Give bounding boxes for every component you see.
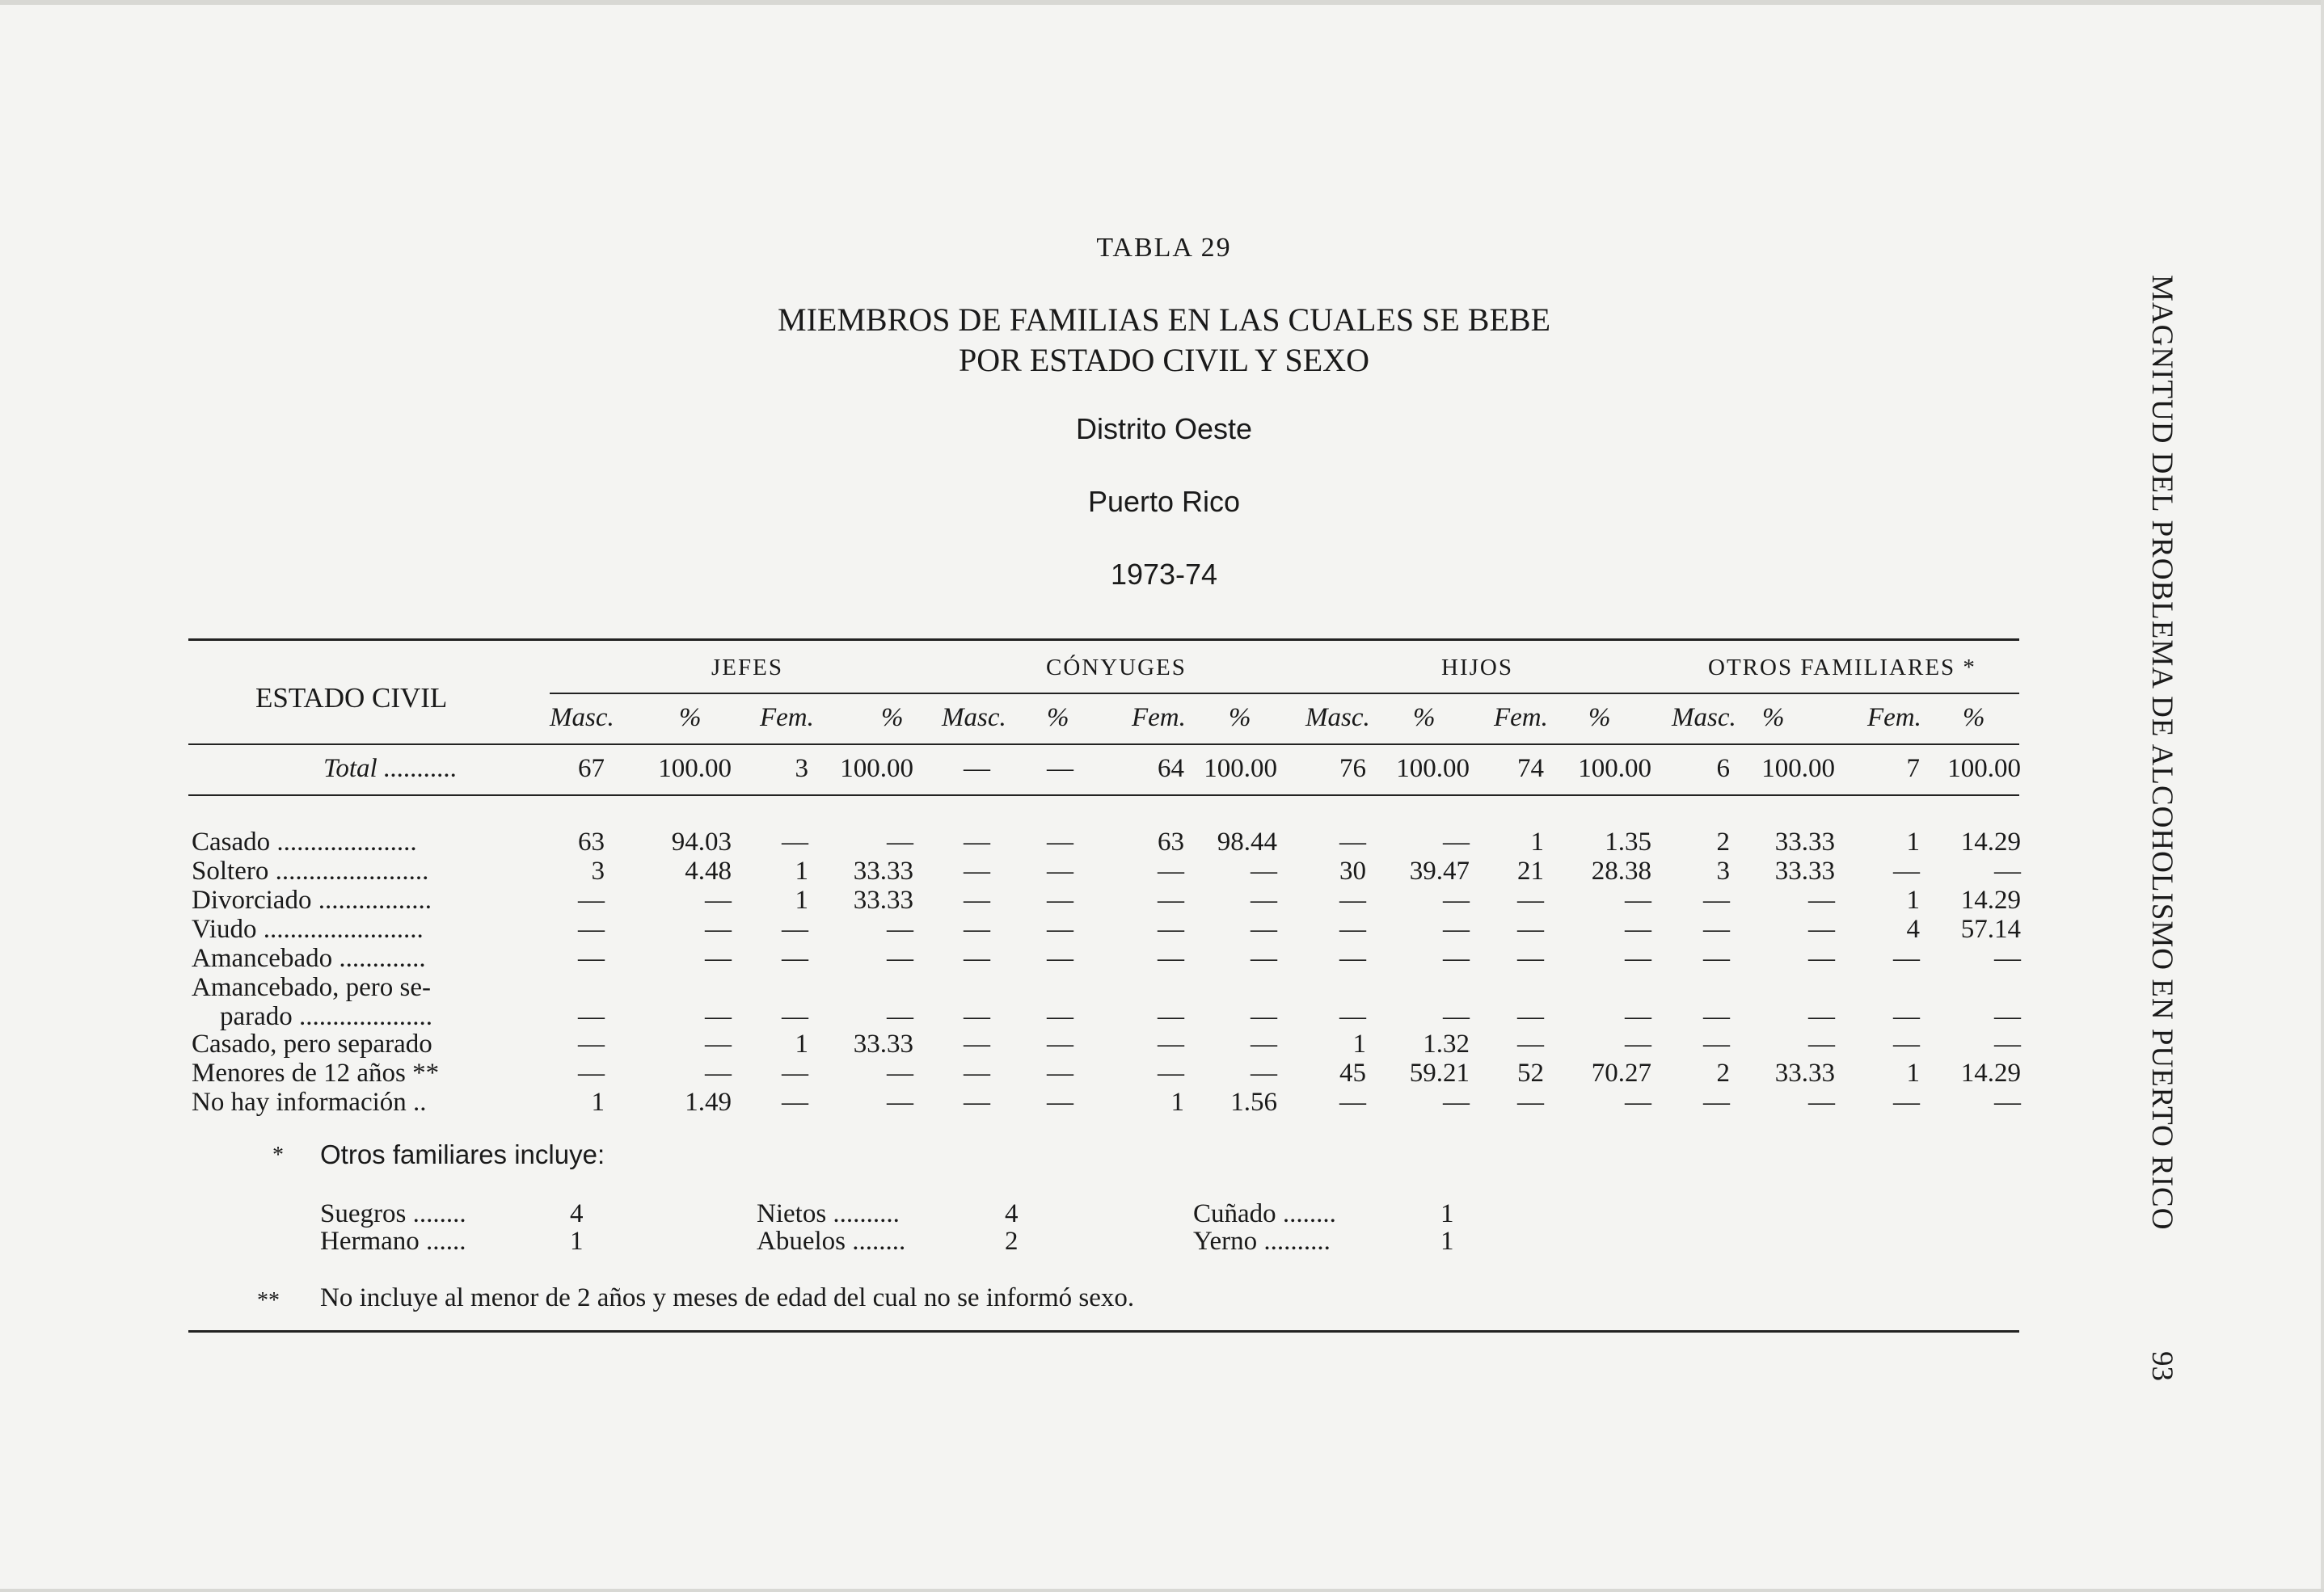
table-cell: — [1625, 915, 1651, 944]
table-cell: — [1517, 915, 1544, 944]
table-cell: — [1994, 944, 2021, 973]
footnote-item-label: Abuelos ........ [757, 1227, 906, 1256]
table-cell: — [782, 828, 808, 857]
table-cell: — [1703, 886, 1730, 915]
table-cell: — [1251, 886, 1277, 915]
table-cell: — [1893, 1088, 1920, 1117]
table-cell: — [1158, 857, 1184, 886]
table-cell: 52 [1517, 1059, 1544, 1088]
table-cell: — [964, 1088, 990, 1117]
table-cell: — [578, 1030, 605, 1059]
table-cell: — [964, 886, 990, 915]
table-cell: 33.33 [853, 857, 913, 886]
table-cell: — [964, 1002, 990, 1031]
table-cell: — [1517, 1030, 1544, 1059]
footnote-mark-1: * [272, 1143, 284, 1168]
footnote-item-value: 1 [570, 1227, 584, 1256]
footnote-item-label: Yerno .......... [1193, 1227, 1331, 1256]
table-cell: — [1994, 1088, 2021, 1117]
table-cell: 30 [1339, 857, 1366, 886]
table-cell: 1.32 [1423, 1030, 1470, 1059]
table-cell: 21 [1517, 857, 1544, 886]
table-cell: — [1703, 1030, 1730, 1059]
table-cell: — [1158, 1030, 1184, 1059]
table-cell: 1 [1906, 828, 1920, 857]
table-cell: — [1893, 1030, 1920, 1059]
table-cell: — [1443, 944, 1470, 973]
table-cell: — [1517, 944, 1544, 973]
table-cell: — [1047, 857, 1073, 886]
table-cell: — [1994, 1002, 2021, 1031]
table-cell: — [887, 1002, 913, 1031]
table-cell: — [1703, 944, 1730, 973]
group-header-rule [550, 693, 2019, 694]
table-cell: — [705, 1059, 732, 1088]
column-subheader: Fem. [1494, 703, 1548, 732]
table-cell: — [1158, 915, 1184, 944]
footnote-item-label: Suegros ........ [320, 1199, 466, 1228]
table-cell: — [1251, 944, 1277, 973]
table-cell: — [887, 828, 913, 857]
total-cell: 100.00 [1396, 754, 1470, 783]
table-cell: — [1047, 915, 1073, 944]
table-cell: — [1703, 915, 1730, 944]
column-subheader: Fem. [760, 703, 814, 732]
table-cell: — [1047, 1002, 1073, 1031]
table-cell: — [1808, 1088, 1835, 1117]
group-header-otros-familiares: OTROS FAMILIARES * [1708, 655, 1976, 680]
table-cell: 98.44 [1217, 828, 1277, 857]
table-cell: — [782, 1059, 808, 1088]
table-cell: — [964, 1030, 990, 1059]
footnote-item-value: 4 [1005, 1199, 1019, 1228]
table-cell: 1 [1530, 828, 1544, 857]
table-cell: 2 [1716, 1059, 1730, 1088]
page-edge-right [2321, 0, 2324, 1592]
footnote-item-value: 4 [570, 1199, 584, 1228]
total-cell: 100.00 [1761, 754, 1835, 783]
table-cell: — [1808, 1002, 1835, 1031]
group-header-jefes: JEFES [711, 655, 783, 680]
column-subheader: Masc. [1305, 703, 1370, 732]
column-subheader: % [881, 703, 904, 732]
total-cell: 6 [1716, 754, 1730, 783]
footnote-item-label: Cuñado ........ [1193, 1199, 1336, 1228]
table-cell: 33.33 [1774, 828, 1835, 857]
page-edge-top [0, 0, 2324, 5]
column-subheader: % [1229, 703, 1251, 732]
table-cell: 63 [1158, 828, 1184, 857]
table-cell: — [1443, 1088, 1470, 1117]
total-cell: 7 [1906, 754, 1920, 783]
table-cell: — [1047, 1030, 1073, 1059]
footnote-item-value: 1 [1440, 1227, 1454, 1256]
table-cell: — [1047, 886, 1073, 915]
table-cell: — [1339, 1002, 1366, 1031]
table-cell: — [578, 1002, 605, 1031]
table-cell: — [1158, 944, 1184, 973]
table-title-line1: MIEMBROS DE FAMILIAS EN LAS CUALES SE BEBE [778, 301, 1550, 338]
table-cell: — [1893, 857, 1920, 886]
table-cell: 94.03 [671, 828, 732, 857]
table-top-rule [188, 638, 2019, 641]
table-cell: — [964, 944, 990, 973]
table-cell: 28.38 [1591, 857, 1651, 886]
total-row-label: Total ........... [323, 754, 458, 783]
table-cell: — [1808, 944, 1835, 973]
table-cell: 63 [578, 828, 605, 857]
table-cell: 33.33 [853, 1030, 913, 1059]
table-cell: — [1893, 944, 1920, 973]
table-cell: 1.35 [1605, 828, 1651, 857]
row-label: Casado, pero separado [192, 1030, 432, 1059]
table-cell: — [1625, 1088, 1651, 1117]
table-cell: — [705, 944, 732, 973]
table-cell: 33.33 [853, 886, 913, 915]
column-subheader: % [1413, 703, 1436, 732]
column-subheader: % [1963, 703, 1985, 732]
table-cell: — [1625, 886, 1651, 915]
table-cell: — [1339, 828, 1366, 857]
table-cell: — [887, 1088, 913, 1117]
table-cell: — [964, 915, 990, 944]
total-cell: 64 [1158, 754, 1184, 783]
table-cell: — [1251, 1002, 1277, 1031]
total-cell: — [1047, 754, 1073, 783]
table-cell: — [1517, 886, 1544, 915]
table-cell: — [964, 1059, 990, 1088]
table-cell: — [1158, 886, 1184, 915]
table-cell: — [1893, 1002, 1920, 1031]
table-cell: — [1047, 944, 1073, 973]
group-header-conyuges: CÓNYUGES [1046, 655, 1187, 680]
running-title: MAGNITUD DEL PROBLEMA DE ALCOHOLISMO EN PUERTO RICO [2145, 275, 2178, 1231]
table-cell: — [1443, 915, 1470, 944]
total-cell: 74 [1517, 754, 1544, 783]
table-cell: — [782, 1088, 808, 1117]
footnote-item-value: 1 [1440, 1199, 1454, 1228]
page-number: 93 [2145, 1351, 2178, 1381]
table-cell: 1 [1906, 886, 1920, 915]
table-cell: — [578, 886, 605, 915]
table-cell: 1 [591, 1088, 605, 1117]
table-cell: 33.33 [1774, 1059, 1835, 1088]
table-cell: — [1517, 1002, 1544, 1031]
total-cell: 100.00 [1204, 754, 1277, 783]
table-cell: — [578, 915, 605, 944]
district-label: Distrito Oeste [1075, 412, 1253, 445]
row-label: Viudo ........................ [192, 915, 424, 944]
footnote-mark-2: ** [257, 1288, 280, 1313]
table-cell: 59.21 [1409, 1059, 1470, 1088]
table-cell: — [1994, 857, 2021, 886]
footnote-item-label: Nietos .......... [757, 1199, 900, 1228]
table-cell: 1 [795, 1030, 808, 1059]
table-cell: 1 [1352, 1030, 1366, 1059]
total-cell: 100.00 [1947, 754, 2021, 783]
table-cell: — [1808, 1030, 1835, 1059]
table-cell: — [1339, 915, 1366, 944]
total-cell: — [964, 754, 990, 783]
table-cell: — [1047, 1088, 1073, 1117]
table-cell: 4 [1906, 915, 1920, 944]
table-cell: — [1339, 1088, 1366, 1117]
total-cell: 76 [1339, 754, 1366, 783]
table-cell: — [1808, 886, 1835, 915]
footnote-note: No incluye al menor de 2 años y meses de edad del cual no se informó sexo. [320, 1283, 1135, 1312]
table-cell: — [782, 944, 808, 973]
table-cell: — [1443, 886, 1470, 915]
footnote-item-label: Hermano ...... [320, 1227, 466, 1256]
country-label: Puerto Rico [1087, 485, 1241, 518]
column-subheader: Masc. [942, 703, 1006, 732]
group-header-hijos: HIJOS [1441, 655, 1513, 680]
table-cell: 14.29 [1960, 1059, 2021, 1088]
table-cell: 14.29 [1960, 828, 2021, 857]
table-cell: — [782, 1002, 808, 1031]
table-bottom-rule [188, 1330, 2019, 1333]
table-cell: 1.49 [685, 1088, 732, 1117]
table-cell: 3 [1716, 857, 1730, 886]
total-cell: 100.00 [840, 754, 913, 783]
row-header-estado-civil: ESTADO CIVIL [255, 682, 448, 714]
table-cell: — [964, 857, 990, 886]
table-cell: — [1625, 1030, 1651, 1059]
table-cell: 1 [795, 857, 808, 886]
row-label: Soltero ....................... [192, 857, 429, 886]
table-cell: — [887, 944, 913, 973]
row-label-continued: parado .................... [220, 1002, 433, 1031]
table-cell: — [1703, 1088, 1730, 1117]
table-cell: 14.29 [1960, 886, 2021, 915]
table-cell: — [887, 915, 913, 944]
table-cell: — [705, 886, 732, 915]
table-cell: 1 [795, 886, 808, 915]
column-subheader: % [1047, 703, 1069, 732]
table-cell: 70.27 [1591, 1059, 1651, 1088]
page-edge-bottom [0, 1589, 2324, 1592]
table-cell: 45 [1339, 1059, 1366, 1088]
table-cell: 57.14 [1960, 915, 2021, 944]
column-subheader: % [1762, 703, 1785, 732]
column-subheader: % [679, 703, 702, 732]
table-cell: — [1251, 857, 1277, 886]
table-cell: — [1047, 1059, 1073, 1088]
row-label: Amancebado, pero se- [192, 973, 431, 1002]
table-cell: — [1443, 1002, 1470, 1031]
table-cell: 4.48 [685, 857, 732, 886]
table-cell: — [1251, 1059, 1277, 1088]
column-subheader: Fem. [1132, 703, 1186, 732]
table-cell: — [1517, 1088, 1544, 1117]
table-cell: — [578, 1059, 605, 1088]
table-cell: — [1339, 944, 1366, 973]
column-subheader: Fem. [1867, 703, 1921, 732]
total-cell: 100.00 [658, 754, 732, 783]
table-cell: — [782, 915, 808, 944]
column-subheader: % [1588, 703, 1611, 732]
table-cell: — [578, 944, 605, 973]
table-cell: — [1158, 1059, 1184, 1088]
footnote-intro: Otros familiares incluye: [320, 1139, 605, 1169]
table-cell: — [887, 1059, 913, 1088]
row-label: Divorciado ................. [192, 886, 432, 915]
subheader-rule [188, 743, 2019, 745]
table-cell: 2 [1716, 828, 1730, 857]
table-title-line2: POR ESTADO CIVIL Y SEXO [959, 342, 1369, 378]
table-cell: — [1251, 915, 1277, 944]
table-cell: 33.33 [1774, 857, 1835, 886]
row-label: Menores de 12 años ** [192, 1059, 440, 1088]
total-row-rule [188, 794, 2019, 796]
total-cell: 100.00 [1578, 754, 1651, 783]
year-label: 1973-74 [1110, 558, 1218, 591]
table-cell: 1 [1906, 1059, 1920, 1088]
table-cell: — [705, 1002, 732, 1031]
table-cell: — [1047, 828, 1073, 857]
table-cell: — [705, 915, 732, 944]
table-cell: — [1251, 1030, 1277, 1059]
table-number: TABLA 29 [1096, 233, 1232, 263]
table-cell: 1.56 [1230, 1088, 1277, 1117]
row-label: No hay información .. [192, 1088, 427, 1117]
row-label: Casado ..................... [192, 828, 417, 857]
table-cell: 1 [1170, 1088, 1184, 1117]
total-cell: 3 [795, 754, 808, 783]
table-cell: — [1994, 1030, 2021, 1059]
table-cell: 39.47 [1409, 857, 1470, 886]
table-cell: — [964, 828, 990, 857]
table-cell: — [1625, 1002, 1651, 1031]
table-cell: — [1808, 915, 1835, 944]
table-cell: — [1339, 886, 1366, 915]
column-subheader: Masc. [550, 703, 614, 732]
table-cell: — [1158, 1002, 1184, 1031]
total-cell: 67 [578, 754, 605, 783]
table-cell: — [705, 1030, 732, 1059]
footnote-item-value: 2 [1005, 1227, 1019, 1256]
column-subheader: Masc. [1672, 703, 1736, 732]
table-cell: 3 [591, 857, 605, 886]
table-cell: — [1625, 944, 1651, 973]
row-label: Amancebado ............. [192, 944, 426, 973]
table-cell: — [1703, 1002, 1730, 1031]
table-cell: — [1443, 828, 1470, 857]
